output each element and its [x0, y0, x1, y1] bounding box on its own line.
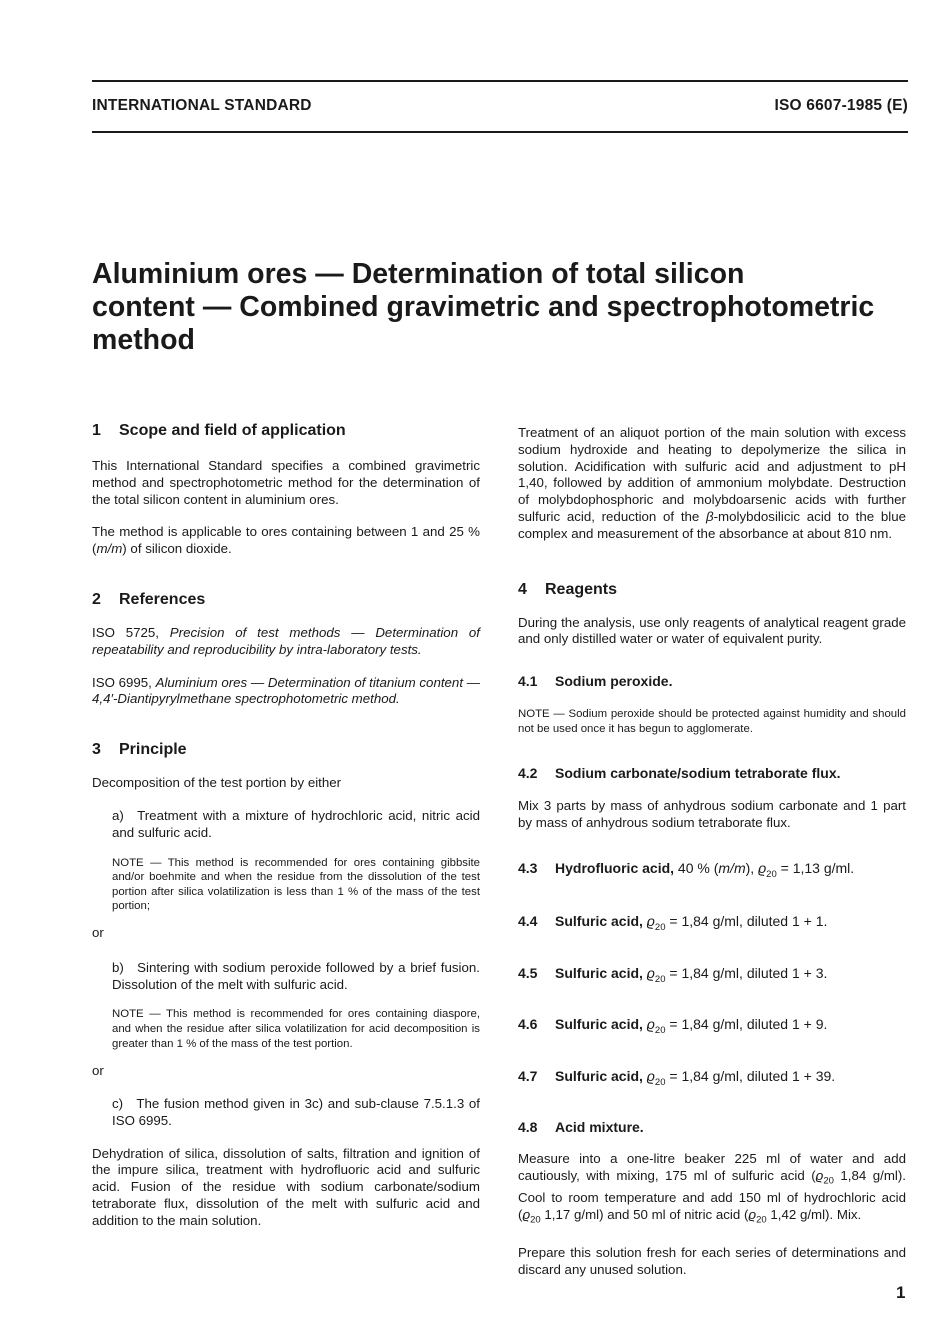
reagent-4-7-heading: 4.7 Sulfuric acid, $ϱ_{20} = 1,84$ g/ml, diluted 1 + 39. — [518, 1068, 836, 1088]
principle-note-a: NOTE — This method is recommended for ores containing gibbsite and/or boehmite and when the residue from the dissolution of the test portion after silica volatilization is less than 1 % of the mass of the test portion; — [112, 856, 480, 913]
left-column — [92, 421, 480, 1229]
treatment-paragraph: Treatment of an aliquot portion of the main solution with excess sodium hydroxide and heating to depolymerize the silica in solution. Acidification with sulfuric acid and adjustment to pH 1,40, followed by addition of ammonium molybdate. Destruction of molybdophosphoric and molybdoarsenic acids with further sulfuric acid, reduction of the β-molybdosilicic acid to the blue complex and measurement of the absorbance at about 810 nm. — [518, 425, 906, 541]
principle-option-c: c) The fusion method given in 3c) and sub-clause 7.5.1.3 of ISO 6995. — [112, 1095, 480, 1128]
principle-note-b: NOTE — This method is recommended for ores containing diaspore, and when the residue after silica volatilization for acid decomposition is greater than 1 % of the mass of the test portion. — [112, 1008, 480, 1050]
title-line-3: method — [92, 324, 195, 356]
header-bottom-rule — [92, 131, 908, 133]
reagent-4-6-heading: 4.6 Sulfuric acid, $ϱ_{20} = 1,84$ g/ml, diluted 1 + 9. — [518, 1016, 828, 1037]
reagent-4-5-heading: 4.5 Sulfuric acid, $ϱ_{20} = 1,84$ g/ml, diluted 1 + 3. — [518, 964, 828, 985]
acid-mixture-paragraph: Measure into a one-litre beaker 225 ml of water and add cautiously, with mixing, 175 ml of sulfuric acid ($ϱ_{20}$ 1,84 g/ml). Cool to room temperature and add 150 ml of hydrochloric acid ($ϱ_{20}$ 1,17 g/ml) and 50 ml of nitric acid ($ϱ_{20}$ 1,42 g/ml). Mix. — [518, 1150, 906, 1226]
or-connector-1: or — [92, 924, 104, 940]
or-connector-2: or — [92, 1063, 104, 1079]
header-standard-number: ISO 6607-1985 (E) — [774, 97, 908, 114]
page-title — [92, 258, 922, 357]
flux-paragraph: Mix 3 parts by mass of anhydrous sodium carbonate and 1 part by mass of anhydrous sodium tetraborate flux. — [518, 798, 906, 831]
title-line-2: content — Combined gravimetric and spectrophotometric — [92, 291, 875, 323]
header-top-rule — [92, 80, 908, 82]
reference-iso-5725: ISO 5725, Precision of test methods — Determination of repeatability and reproducibility by intra-laboratory tests. — [92, 624, 480, 657]
principle-option-b: b) Sintering with sodium peroxide followed by a brief fusion. Dissolution of the melt with sulfuric acid. — [112, 959, 480, 992]
section-1-heading: 1 Scope and field of application — [92, 422, 346, 439]
section-4-heading: 4 Reagents — [518, 580, 618, 598]
principle-option-a: a) Treatment with a mixture of hydrochloric acid, nitric acid and sulfuric acid. — [112, 807, 480, 840]
prepare-solution-paragraph: Prepare this solution fresh for each series of determinations and discard any unused solution. — [518, 1245, 906, 1278]
right-column — [518, 421, 906, 1279]
note-4-1: NOTE — Sodium peroxide should be protected against humidity and should not be used once it has begun to agglomerate. — [518, 708, 906, 735]
section-2-heading: 2 References — [92, 590, 206, 608]
title-line-1: Aluminium ores — Determination of total silicon — [92, 258, 745, 290]
reagents-intro: During the analysis, use only reagents of analytical reagent grade and only distilled water or water of equivalent purity. — [518, 614, 906, 647]
dehydration-paragraph: Dehydration of silica, dissolution of salts, filtration and ignition of the impure silica, treatment with hydrofluoric acid and sulfuric acid. Fusion of the residue with sodium carbonate/sodium tetraborate flux, dissolution of the melt with sulfuric acid and addition to the main solution. — [92, 1145, 480, 1228]
reference-iso-6995: ISO 6995, Aluminium ores — Determination of titanium content — 4,4′-Diantipyrylmethane spectrophotometric method. — [92, 674, 481, 707]
scope-paragraph: This International Standard specifies a combined gravimetric method and spectrophotometric method for the determination of the total silicon content in aluminium ores. — [92, 458, 480, 507]
reagent-4-3-heading: 4.3 Hydrofluoric acid, 40 % (m/m), $ϱ_{20} = 1,13$ g/ml. — [518, 859, 855, 880]
section-3-heading: 3 Principle — [92, 741, 187, 759]
reagent-4-1-heading: 4.1 Sodium peroxide. — [518, 673, 673, 690]
reagent-4-2-heading: 4.2 Sodium carbonate/sodium tetraborate flux. — [518, 765, 841, 782]
reagent-4-8-heading: 4.8 Acid mixture. — [518, 1118, 644, 1135]
page-number: 1 — [896, 1283, 906, 1302]
header-standard-type: INTERNATIONAL STANDARD — [92, 97, 312, 114]
principle-intro: Decomposition of the test portion by either — [92, 775, 342, 791]
reagent-4-4-heading: 4.4 Sulfuric acid, $ϱ_{20} = 1,84$ g/ml, diluted 1 + 1. — [518, 912, 828, 933]
applicability-paragraph: The method is applicable to ores containing between 1 and 25 % (m/m) of silicon dioxide. — [92, 524, 480, 557]
